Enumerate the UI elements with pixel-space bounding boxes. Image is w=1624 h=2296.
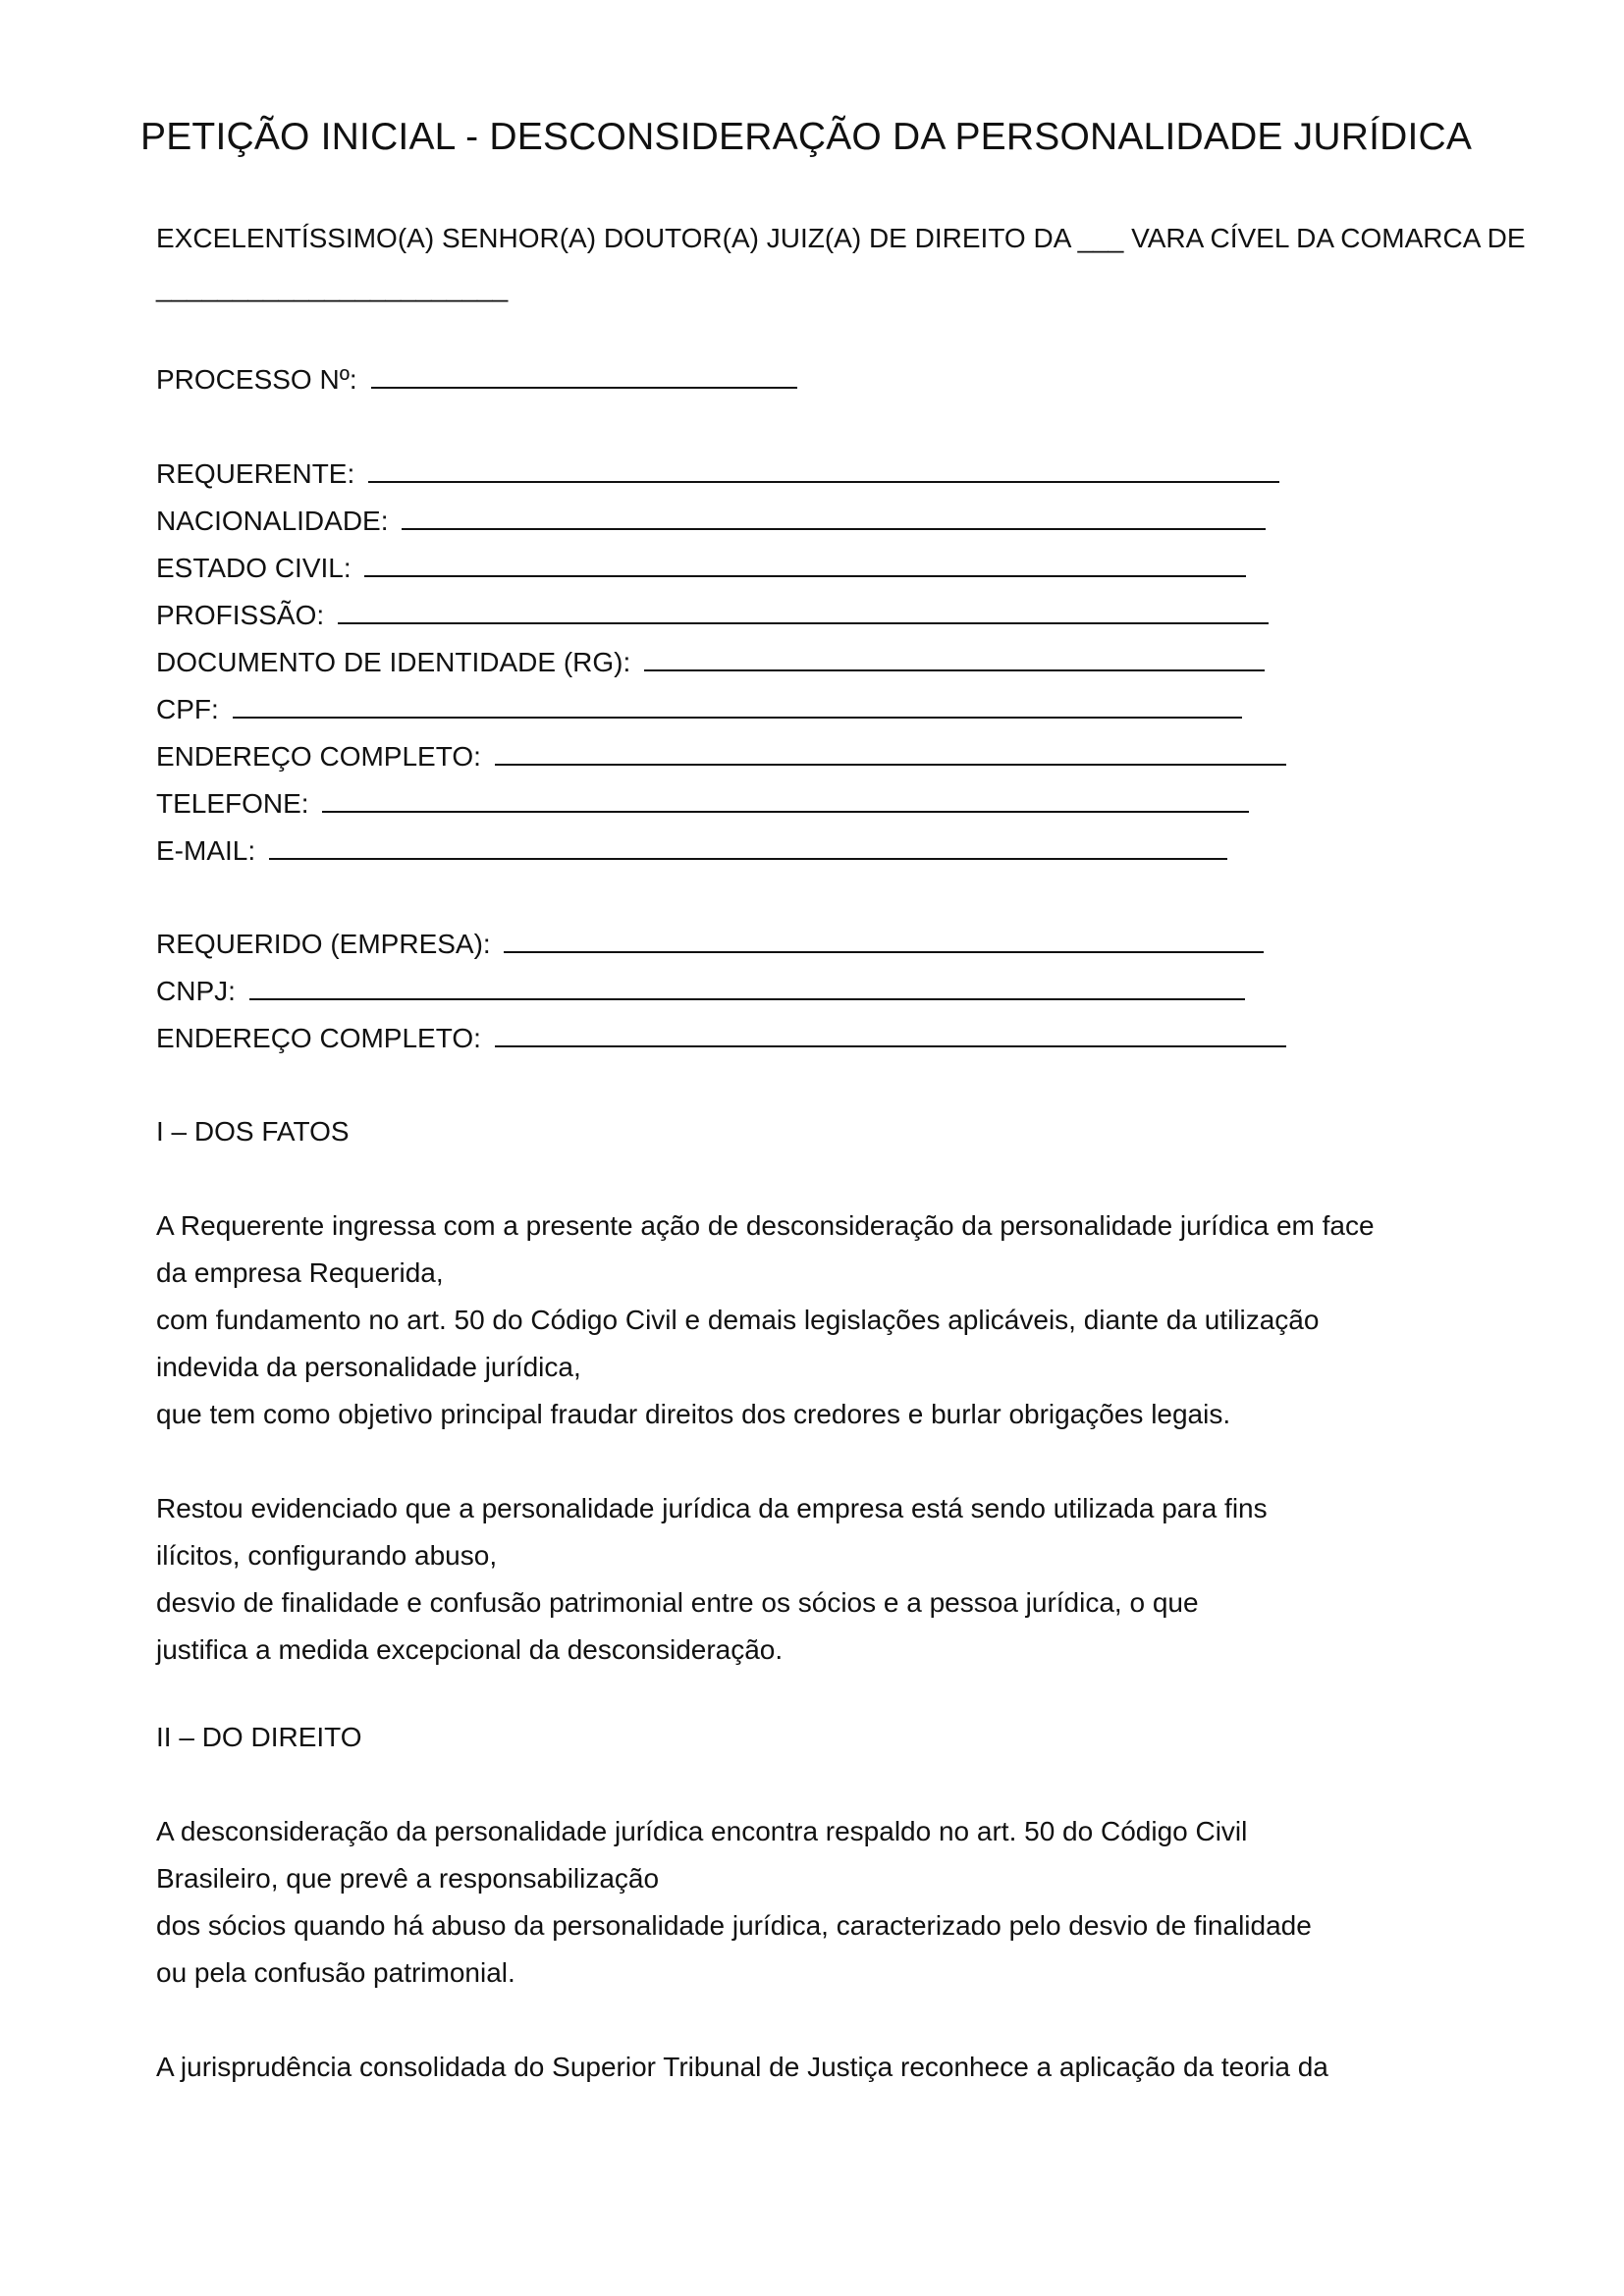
requerido-label: REQUERIDO (EMPRESA): bbox=[156, 929, 491, 959]
profissao-field bbox=[156, 599, 1269, 632]
rg-label: DOCUMENTO DE IDENTIDADE (RG): bbox=[156, 647, 631, 677]
estado-civil-field bbox=[156, 552, 1246, 585]
paragraph-line: com fundamento no art. 50 do Código Civil e demais legislações aplicáveis, diante da utilização bbox=[156, 1305, 1320, 1335]
processo-label: PROCESSO Nº: bbox=[156, 364, 357, 395]
requerente-label: REQUERENTE: bbox=[156, 458, 355, 489]
paragraph-line: que tem como objetivo principal fraudar direitos dos credores e burlar obrigações legais. bbox=[156, 1399, 1231, 1429]
endereco-requerido-label: ENDEREÇO COMPLETO: bbox=[156, 1023, 481, 1053]
email-field bbox=[156, 834, 1227, 868]
endereco-requerente-label: ENDEREÇO COMPLETO: bbox=[156, 741, 481, 772]
cpf-blank bbox=[233, 693, 1242, 719]
paragraph-line: A desconsideração da personalidade jurídica encontra respaldo no art. 50 do Código Civil bbox=[156, 1816, 1248, 1846]
estado-civil-blank bbox=[364, 552, 1246, 577]
cpf-field bbox=[156, 693, 1242, 726]
endereco-requerido-field bbox=[156, 1022, 1286, 1055]
requerente-field bbox=[156, 457, 1279, 491]
processo-blank bbox=[371, 363, 797, 389]
paragraph-line: Brasileiro, que prevê a responsabilização bbox=[156, 1863, 660, 1894]
page-title: PETIÇÃO INICIAL - DESCONSIDERAÇÃO DA PERSONALIDADE JURÍDICA bbox=[140, 116, 1473, 158]
profissao-blank bbox=[338, 599, 1269, 624]
paragraph-line: da empresa Requerida, bbox=[156, 1257, 444, 1288]
profissao-label: PROFISSÃO: bbox=[156, 600, 325, 630]
telefone-blank bbox=[322, 787, 1249, 813]
endereco-requerente-blank bbox=[495, 740, 1286, 766]
section-heading-direito: II – DO DIREITO bbox=[156, 1722, 362, 1752]
email-label: E-MAIL: bbox=[156, 835, 256, 866]
telefone-label: TELEFONE: bbox=[156, 788, 309, 819]
nacionalidade-label: NACIONALIDADE: bbox=[156, 506, 389, 536]
paragraph-line: justifica a medida excepcional da desconsideração. bbox=[156, 1634, 784, 1665]
section-heading-fatos: I – DOS FATOS bbox=[156, 1116, 350, 1147]
telefone-field bbox=[156, 787, 1249, 821]
processo-field bbox=[156, 363, 797, 397]
address-blank: _______________________ bbox=[156, 272, 509, 302]
requerente-blank bbox=[368, 457, 1279, 483]
requerido-blank bbox=[504, 928, 1264, 953]
estado-civil-label: ESTADO CIVIL: bbox=[156, 553, 352, 583]
cnpj-blank bbox=[249, 975, 1245, 1000]
paragraph-line: ou pela confusão patrimonial. bbox=[156, 1957, 515, 1988]
address-line: EXCELENTÍSSIMO(A) SENHOR(A) DOUTOR(A) JUIZ(A) DE DIREITO DA ___ VARA CÍVEL DA COMARCA DE bbox=[156, 223, 1526, 253]
nacionalidade-blank bbox=[402, 505, 1266, 530]
paragraph-line: A Requerente ingressa com a presente ação de desconsideração da personalidade jurídica em face bbox=[156, 1210, 1375, 1241]
endereco-requerente-field bbox=[156, 740, 1286, 774]
endereco-requerido-blank bbox=[495, 1022, 1286, 1047]
nacionalidade-field bbox=[156, 505, 1266, 538]
cnpj-field bbox=[156, 975, 1245, 1008]
cpf-label: CPF: bbox=[156, 694, 219, 724]
paragraph-line: desvio de finalidade e confusão patrimonial entre os sócios e a pessoa jurídica, o que bbox=[156, 1587, 1199, 1618]
paragraph-line: Restou evidenciado que a personalidade jurídica da empresa está sendo utilizada para fins bbox=[156, 1493, 1268, 1523]
paragraph-line: ilícitos, configurando abuso, bbox=[156, 1540, 498, 1571]
rg-field bbox=[156, 646, 1265, 679]
paragraph-line: indevida da personalidade jurídica, bbox=[156, 1352, 581, 1382]
email-blank bbox=[269, 834, 1227, 860]
requerido-field bbox=[156, 928, 1264, 961]
cnpj-label: CNPJ: bbox=[156, 976, 236, 1006]
paragraph-line: dos sócios quando há abuso da personalidade jurídica, caracterizado pelo desvio de finalidade bbox=[156, 1910, 1312, 1941]
rg-blank bbox=[644, 646, 1265, 671]
paragraph-line: A jurisprudência consolidada do Superior Tribunal de Justiça reconhece a aplicação da teoria da bbox=[156, 2052, 1328, 2082]
